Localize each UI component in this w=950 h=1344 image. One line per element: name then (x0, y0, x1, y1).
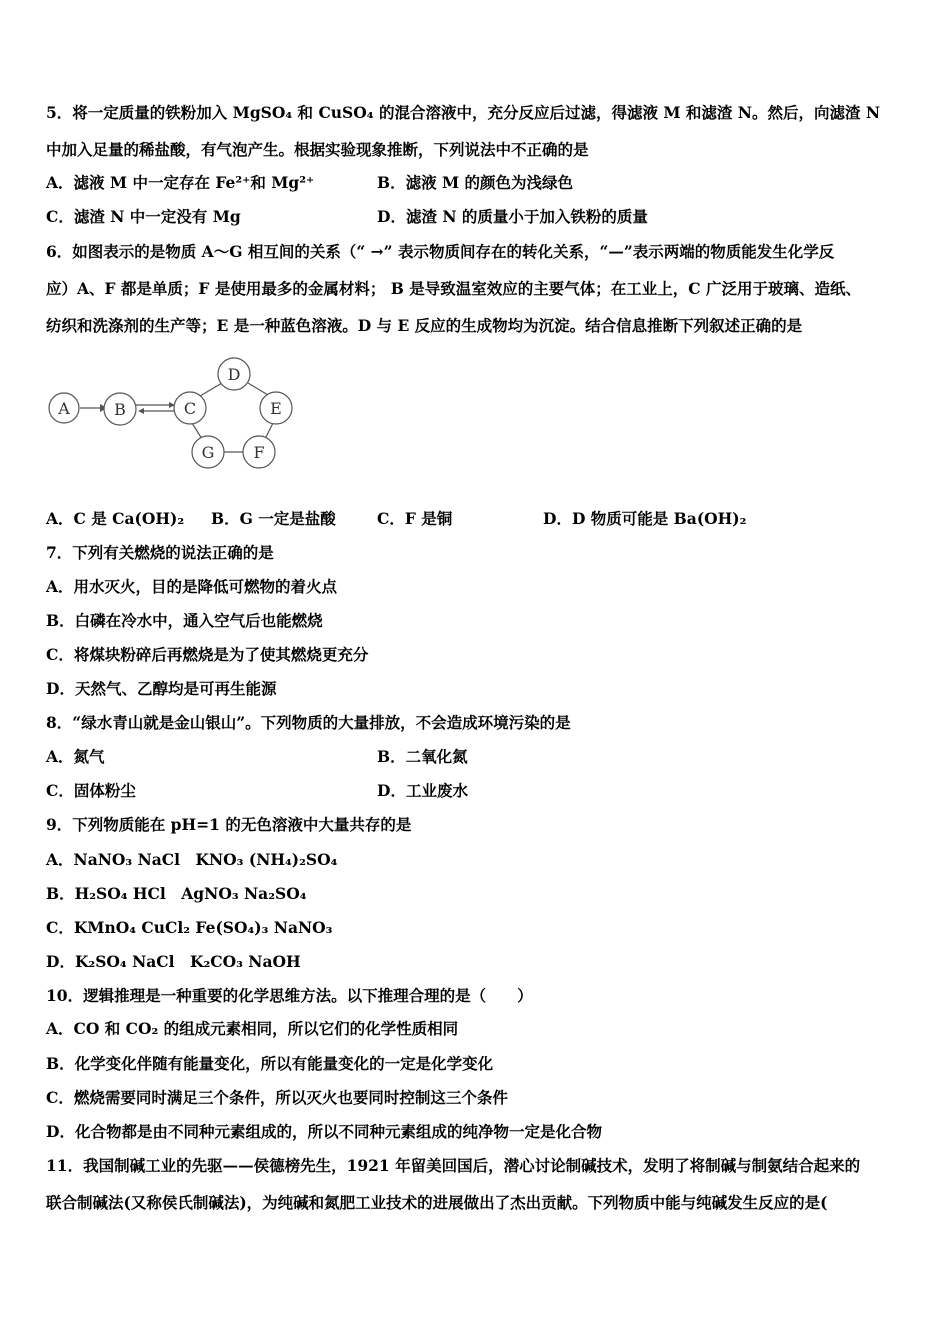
q9-stem: 9．下列物质能在 pH=1 的无色溶液中大量共存的是 (46, 815, 412, 834)
q7-option-b: B．白磷在冷水中，通入空气后也能燃烧 (46, 611, 323, 630)
q11-stem-line1: 11．我国制碱工业的先驱——侯德榜先生，1921 年留美回国后，潜心讨论制碱技术，发明了将制碱与制氨结合起来的 (46, 1156, 861, 1175)
q10-option-c: C．燃烧需要同时满足三个条件，所以灭火也要同时控制这三个条件 (46, 1088, 508, 1107)
q5-option-d: D．滤渣 N 的质量小于加入铁粉的质量 (377, 207, 648, 226)
edge-e-f (265, 423, 273, 439)
q9-option-d: D．K₂SO₄ NaCl K₂CO₃ NaOH (46, 952, 301, 971)
q9-option-c: C．KMnO₄ CuCl₂ Fe(SO₄)₃ NaNO₃ (46, 918, 333, 937)
edge-d-e (248, 383, 268, 395)
q5-stem-line1: 5．将一定质量的铁粉加入 MgSO₄ 和 CuSO₄ 的混合溶液中，充分反应后过滤，得滤液 M 和滤渣 N。然后，向滤渣 N (46, 103, 881, 122)
q9-option-b: B．H₂SO₄ HCl AgNO₃ Na₂SO₄ (46, 884, 307, 903)
q6-stem-line2: 应）A、F 都是单质；F 是使用最多的金属材料； B 是导致温室效应的主要气体；在工业上，C 广泛用于玻璃、造纸、 (46, 279, 861, 298)
q6-stem-line3: 纺织和洗涤剂的生产等；E 是一种蓝色溶液。D 与 E 反应的生成物均为沉淀。结合信息推断下列叙述正确的是 (46, 316, 803, 335)
q6-stem-line1: 6．如图表示的是物质 A～G 相互间的关系（“ →” 表示物质间存在的转化关系，“—”表示两端的物质能发生化学反 (46, 242, 835, 261)
q8-option-a: A．氮气 (46, 747, 105, 766)
q8-option-d: D．工业废水 (377, 781, 468, 800)
q5-option-row-1 (46, 173, 574, 193)
q10-option-a: A．CO 和 CO₂ 的组成元素相同，所以它们的化学性质相同 (46, 1019, 459, 1038)
node-g-label: G (201, 443, 215, 462)
q10-stem: 10．逻辑推理是一种重要的化学思维方法。以下推理合理的是（ ） (46, 986, 533, 1005)
q8-option-b: B．二氧化氮 (377, 747, 468, 766)
q8-option-c: C．固体粉尘 (46, 781, 136, 800)
q5-option-row-2 (46, 207, 648, 227)
node-b-label: B (114, 400, 126, 419)
q10-option-d: D．化合物都是由不同种元素组成的，所以不同种元素组成的纯净物一定是化合物 (46, 1122, 602, 1141)
q6-option-d: D．D 物质可能是 Ba(OH)₂ (543, 509, 747, 528)
q8-option-row-2 (46, 781, 468, 801)
edge-c-d (200, 383, 222, 396)
q8-option-row-1 (46, 747, 468, 767)
q6-option-c: C．F 是铜 (377, 509, 453, 528)
node-c-label: C (183, 399, 197, 418)
q9-option-a: A．NaNO₃ NaCl KNO₃ (NH₄)₂SO₄ (46, 850, 338, 869)
node-e-label: E (270, 399, 282, 418)
q8-stem: 8．“绿水青山就是金山银山”。下列物质的大量排放，不会造成环境污染的是 (46, 713, 571, 732)
q7-option-a: A．用水灭火，目的是降低可燃物的着火点 (46, 577, 338, 596)
q7-option-c: C．将煤块粉碎后再燃烧是为了使其燃烧更充分 (46, 645, 369, 664)
q5-option-c: C．滤渣 N 中一定没有 Mg (46, 207, 241, 226)
q6-relation-diagram (40, 354, 310, 474)
node-a-label: A (58, 399, 70, 418)
q5-option-a: A．滤液 M 中一定存在 Fe²⁺和 Mg²⁺ (46, 173, 315, 192)
q6-option-a: A．C 是 Ca(OH)₂ (46, 509, 185, 528)
edge-c-g (192, 423, 202, 439)
node-f-label: F (253, 443, 265, 462)
q11-stem-line2: 联合制碱法(又称侯氏制碱法)，为纯碱和氮肥工业技术的进展做出了杰出贡献。下列物质中能与纯碱发生反应的是( (46, 1193, 828, 1212)
q6-option-b: B．G 一定是盐酸 (211, 509, 336, 528)
node-d-label: D (227, 365, 241, 384)
q5-option-b: B．滤液 M 的颜色为浅绿色 (377, 173, 574, 192)
q7-option-d: D．天然气、乙醇均是可再生能源 (46, 679, 277, 698)
q10-option-b: B．化学变化伴随有能量变化，所以有能量变化的一定是化学变化 (46, 1054, 494, 1073)
q6-option-row (46, 509, 747, 529)
q5-stem-line2: 中加入足量的稀盐酸，有气泡产生。根据实验现象推断，下列说法中不正确的是 (46, 140, 589, 159)
q7-stem: 7．下列有关燃烧的说法正确的是 (46, 543, 274, 562)
